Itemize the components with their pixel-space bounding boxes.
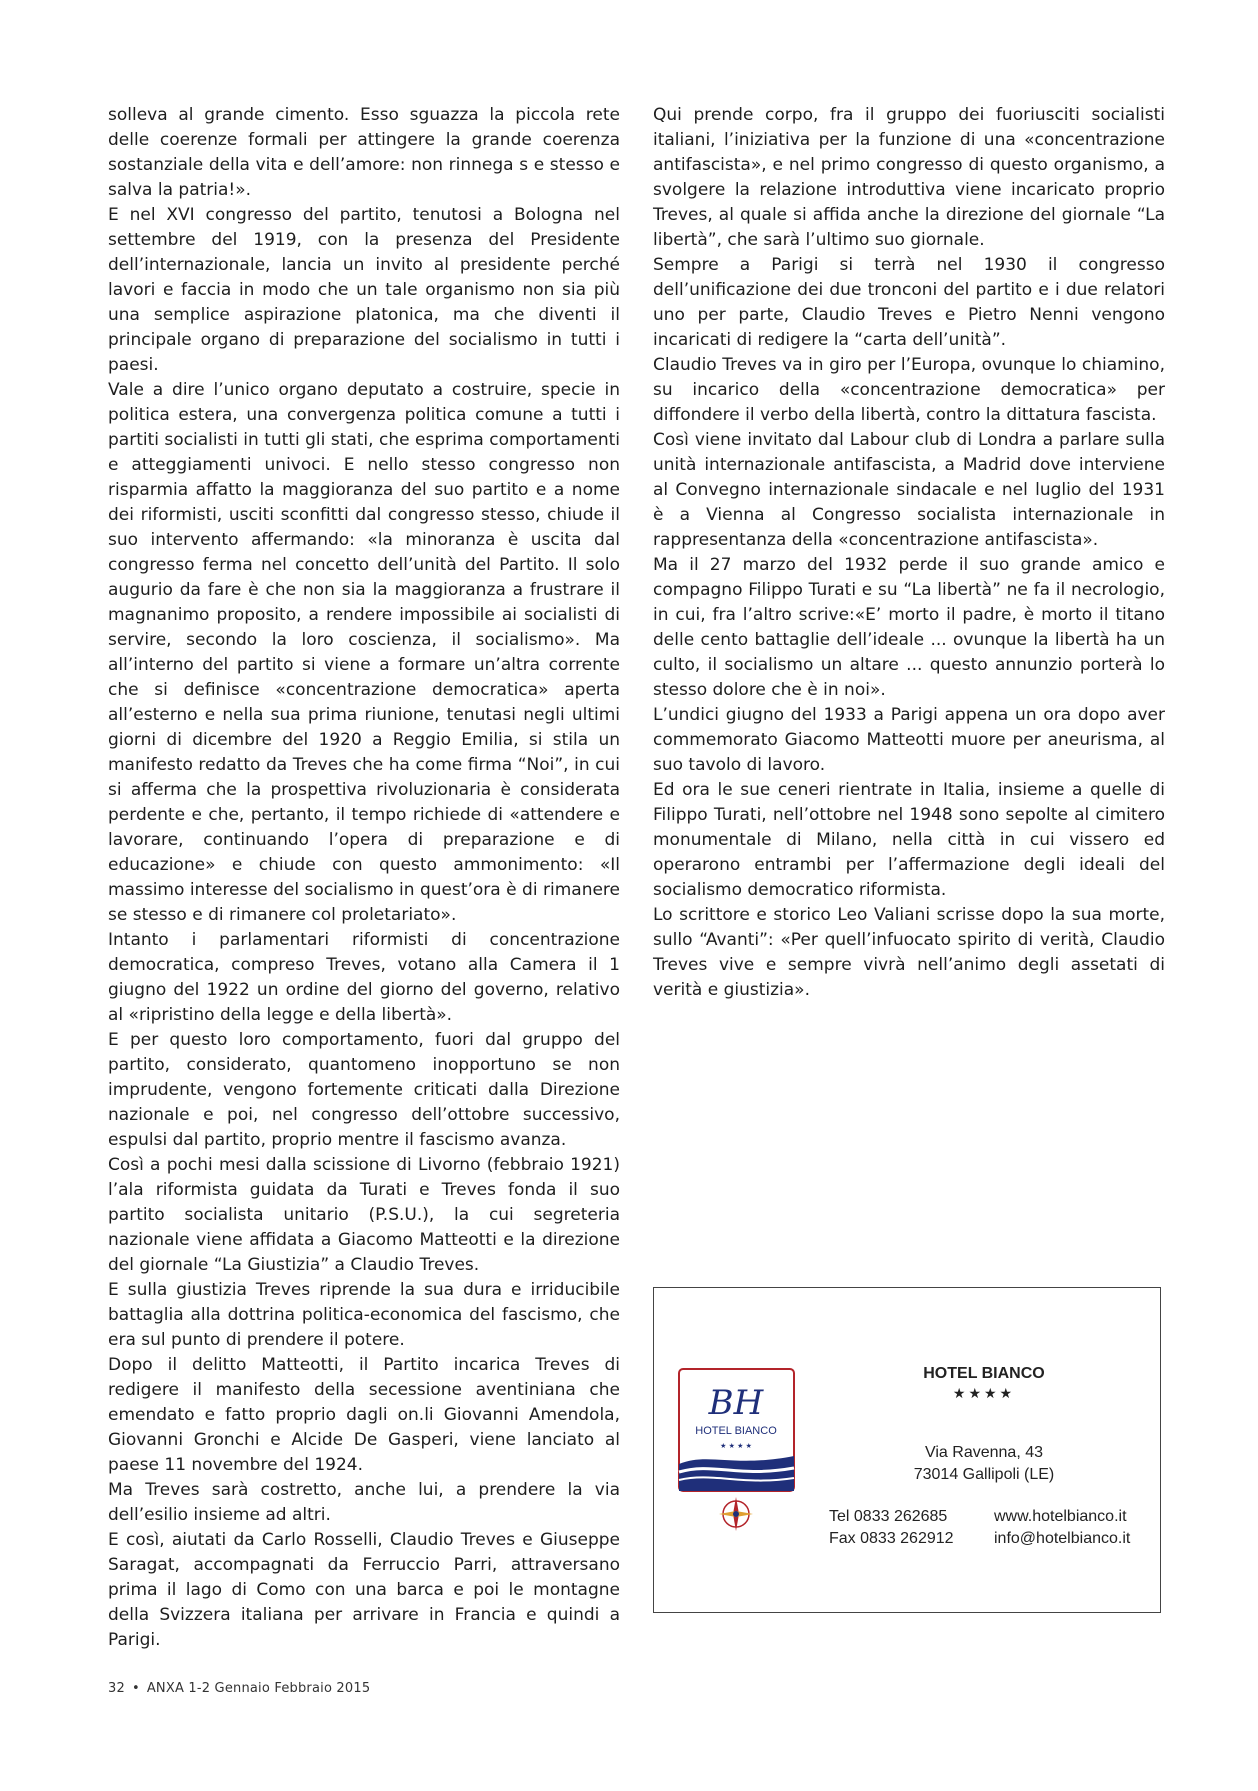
paragraph: L’undici giugno del 1933 a Parigi appena un ora dopo aver commemorato Giacomo Matteotti muore per aneurisma, al suo tavolo di lavoro. xyxy=(653,705,1165,775)
hotel-tel: Tel 0833 262685 xyxy=(829,1508,948,1525)
hotel-email: info@hotelbianco.it xyxy=(994,1530,1131,1547)
hotel-advertisement xyxy=(653,1287,1161,1613)
paragraph: E sulla giustizia Treves riprende la sua dura e irriducibile battaglia alla dottrina politica-economica del fascismo, che era sul punto di prendere il potere. xyxy=(108,1280,620,1350)
footer-separator: • xyxy=(131,1681,140,1696)
page-number: 32 xyxy=(108,1681,125,1696)
issue-label: ANXA 1-2 Gennaio Febbraio 2015 xyxy=(146,1681,371,1696)
paragraph: Dopo il delitto Matteotti, il Partito incarica Treves di redigere il manifesto della secessione aventiniana che emendato e fatto proprio dagli on.li Giovanni Amendola, Giovanni Gronchi e Alcide De Gasperi, viene lanciato al paese 11 novembre del 1924. xyxy=(108,1355,620,1475)
hotel-stars: ★★★★ xyxy=(952,1385,1016,1401)
logo-stars: ★ ★ ★ ★ xyxy=(720,1442,752,1450)
page-footer xyxy=(108,1681,370,1696)
hotel-fax: Fax 0833 262912 xyxy=(829,1530,954,1547)
paragraph: Vale a dire l’unico organo deputato a costruire, specie in politica estera, una convergenza politica comune a tutti i partiti socialisti in tutti gli stati, che esprima comportamenti e atteggiamenti univoci. E nello stesso congresso non risparmia affatto la maggioranza del suo partito e a nome dei riformisti, usciti sconfitti dal congresso stesso, chiude il suo intervento affermando: «la minoranza è uscita dal congresso ferma nel concetto dell’unità del Partito. Il solo augurio da fare è che non sia la maggioranza a frustrare il magnanimo proposito, a rendere impossibile ai socialisti di servire, secondo la loro coscienza, il socialismo». Ma all’interno del partito si viene a formare un’altra corrente che si definisce «concentrazione democratica» aperta all’esterno e nella sua prima riunione, tenutasi negli ultimi giorni di dicembre del 1920 a Reggio Emilia, si stila un manifesto redatto da Treves che ha come firma “Noi”, in cui si afferma che la prospettiva rivoluzionaria è considerata perdente e che, pertanto, il tempo richiede di «attendere e lavorare, continuando l’opera di preparazione e di educazione» e chiude con questo ammonimento: «Il massimo interesse del socialismo in quest’ora è di rimanere se stesso e di rimanere col proletariato». xyxy=(108,380,620,925)
paragraph: Ma il 27 marzo del 1932 perde il suo grande amico e compagno Filippo Turati e su “La libertà” ne fa il necrologio, in cui, fra l’altro scrive:«E’ morto il padre, è morto il titano delle cento battaglie dell’ideale ... ovunque la libertà ha un culto, il socialismo un altare ... questo annunzio porterà lo stesso dolore che è in noi». xyxy=(653,555,1165,700)
paragraph: E così, aiutati da Carlo Rosselli, Claudio Treves e Giuseppe Saragat, accompagnati da Ferruccio Parri, attraversano prima il lago di Como con una barca e poi le montagne della Svizzera italiana per arrivare in Francia e quindi a Parigi. xyxy=(108,1530,620,1650)
article-column-right xyxy=(653,103,1165,1003)
logo-monogram: BH xyxy=(708,1383,764,1423)
article-column-left xyxy=(108,103,620,1653)
paragraph: E per questo loro comportamento, fuori dal gruppo del partito, considerato, quantomeno inopportuno se non imprudente, vengono fortemente criticati dalla Direzione nazionale e poi, nel congresso dell’ottobre successivo, espulsi dal partito, proprio mentre il fascismo avanza. xyxy=(108,1030,620,1150)
paragraph: solleva al grande cimento. Esso sguazza la piccola rete delle coerenze formali per attingere la grande coerenza sostanziale della vita e dell’amore: non rinnega s e stesso e salva la patria!». xyxy=(108,105,620,200)
hotel-phone-block xyxy=(829,1506,954,1550)
hotel-name: HOTEL BIANCO xyxy=(923,1365,1045,1382)
paragraph: E nel XVI congresso del partito, tenutosi a Bologna nel settembre del 1919, con la presenza del Presidente dell’internazionale, lancia un invito al presidente perché lavori e faccia in modo che un tale organismo non sia più una semplice aspirazione platonica, ma che diventi il principale organo di preparazione del socialismo in tutti i paesi. xyxy=(108,205,620,375)
hotel-address xyxy=(844,1442,1124,1486)
paragraph: Intanto i parlamentari riformisti di concentrazione democratica, compreso Treves, votano alla Camera il 1 giugno del 1922 un ordine del giorno del governo, relativo al «ripristino della legge e della libertà». xyxy=(108,930,620,1025)
paragraph: Ma Treves sarà costretto, anche lui, a prendere la via dell’esilio insieme ad altri. xyxy=(108,1480,620,1525)
address-street: Via Ravenna, 43 xyxy=(924,1444,1043,1461)
paragraph: Qui prende corpo, fra il gruppo dei fuoriusciti socialisti italiani, l’iniziativa per la funzione di una «concentrazione antifascista», e nel primo congresso di questo organismo, a svolgere la relazione introduttiva viene incaricato proprio Treves, al quale si affida anche la direzione del giornale “La libertà”, che sarà l’ultimo suo giornale. xyxy=(653,105,1165,250)
paragraph: Sempre a Parigi si terrà nel 1930 il congresso dell’unificazione dei due tronconi del partito e i due relatori uno per parte, Claudio Treves e Pietro Nenni vengono incaricati di redigere la “carta dell’unità”. xyxy=(653,255,1165,350)
hotel-website: www.hotelbianco.it xyxy=(994,1508,1127,1525)
logo-name: HOTEL BIANCO xyxy=(695,1425,777,1437)
paragraph: Così viene invitato dal Labour club di Londra a parlare sulla unità internazionale antifascista, a Madrid dove interviene al Convegno internazionale sindacale e nel luglio del 1931 è a Vienna al Congresso socialista internazionale in rappresentanza della «concentrazione antifascista». xyxy=(653,430,1165,550)
paragraph: Lo scrittore e storico Leo Valiani scrisse dopo la sua morte, sullo “Avanti”: «Per quell’infuocato spirito di verità, Claudio Treves vive e sempre vivrà nell’animo degli assetati di verità e giustizia». xyxy=(653,905,1165,1000)
hotel-logo-icon xyxy=(678,1368,795,1536)
paragraph: Così a pochi mesi dalla scissione di Livorno (febbraio 1921) l’ala riformista guidata da Turati e Treves fonda il suo partito socialista unitario (P.S.U.), la cui segreteria nazionale viene affidata a Giacomo Matteotti e la direzione del giornale “La Giustizia” a Claudio Treves. xyxy=(108,1155,620,1275)
paragraph: Claudio Treves va in giro per l’Europa, ovunque lo chiamino, su incarico della «concentrazione democratica» per diffondere il verbo della libertà, contro la dittatura fascista. xyxy=(653,355,1165,425)
address-city: 73014 Gallipoli (LE) xyxy=(913,1466,1055,1483)
compass-rose-icon xyxy=(719,1497,753,1531)
hotel-web-block xyxy=(994,1506,1130,1550)
paragraph: Ed ora le sue ceneri rientrate in Italia, insieme a quelle di Filippo Turati, nell’ottobre nel 1948 sono sepolte al cimitero monumentale di Milano, nella città in cui vissero ed operarono entrambi per l’affermazione degli ideali del socialismo democratico riformista. xyxy=(653,780,1165,900)
